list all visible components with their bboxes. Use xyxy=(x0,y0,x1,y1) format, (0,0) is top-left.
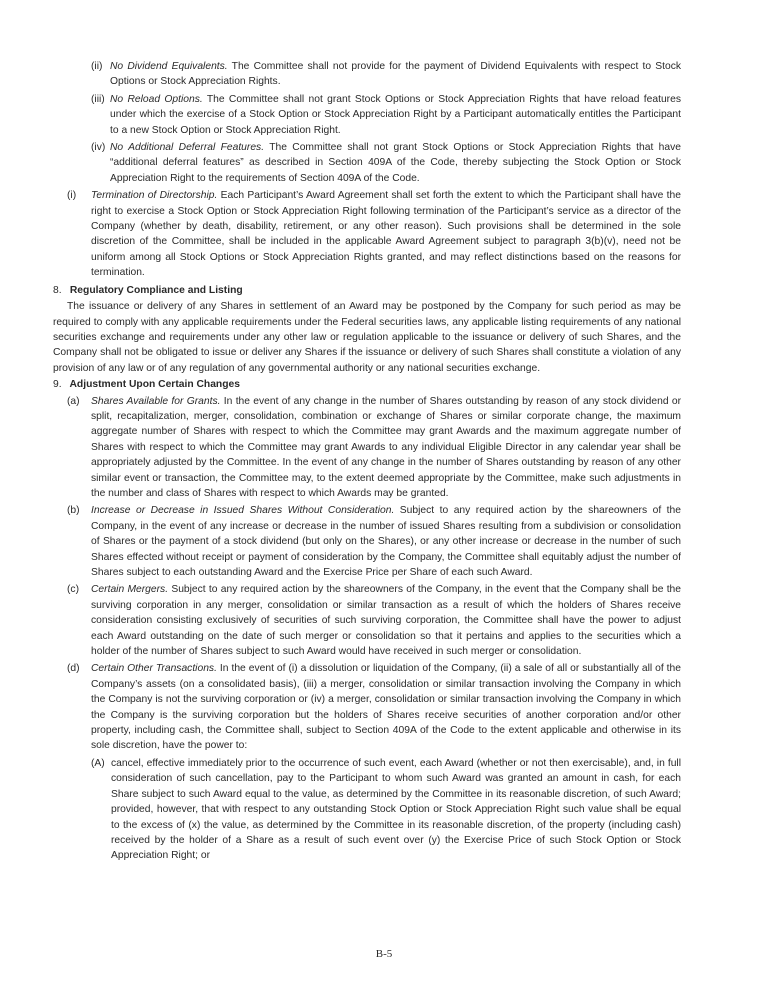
section-8-heading xyxy=(53,283,681,298)
clause-9a xyxy=(67,394,681,502)
clause-text: The Committee shall not grant Stock Options or Stock Appreciation Rights that have reload features under which the exercise of a Stock Option or Stock Appreciation Right by a Participant automatically entitles the Participant to a new Stock Option or Stock Appreciation Right. xyxy=(110,93,681,136)
section-title: Adjustment Upon Certain Changes xyxy=(69,379,240,391)
clause-9d xyxy=(67,661,681,753)
clause-number: (A) xyxy=(91,757,105,769)
clause-iv xyxy=(91,140,681,186)
clause-heading: Termination of Directorship. xyxy=(91,190,218,202)
clause-number: (d) xyxy=(67,663,80,675)
clause-i xyxy=(67,188,681,280)
clause-text: In the event of any change in the number of Shares outstanding by reason of any stock dividend or split, recapitalization, merger, consolidation, combination or exchange of Shares or similar corporate change, the maximum aggregate number of Shares with respect to which the Committee may grant Awards and the maximum aggregate number of Shares with respect to which the Committee may grant Awards to any individual Eligible Director in any calendar year shall be appropriately adjusted by the Committee. In the event of any change in the number of Shares outstanding by reason of any other similar event or transaction, the Committee may, to the extent deemed appropriate by the Committee, make such adjustments in the number and class of Shares with respect to which Awards may be granted. xyxy=(91,395,681,499)
clause-iii xyxy=(91,92,681,138)
clause-heading: No Dividend Equivalents. xyxy=(110,61,228,72)
clause-text: The Committee shall not grant Stock Options or Stock Appreciation Rights that have “additional deferral features” as described in Section 409A of the Code, thereby subjecting the Stock Option or Stock Appreciation Right to the requirements of Section 409A of the Code. xyxy=(110,142,681,184)
clause-number: (i) xyxy=(67,190,77,202)
clause-text: The Committee shall not provide for the payment of Dividend Equivalents with respect to Stock Options or Stock Appreciation Rights. xyxy=(110,61,681,88)
clause-number: (iii) xyxy=(91,93,105,105)
clause-heading: Certain Mergers. xyxy=(91,584,169,596)
clause-number: (a) xyxy=(67,395,80,407)
clause-heading: Increase or Decrease in Issued Shares Without Consideration. xyxy=(91,505,395,517)
section-number: 8. xyxy=(53,284,62,296)
clause-9b xyxy=(67,503,681,580)
clause-number: (c) xyxy=(67,584,80,596)
clause-heading: Shares Available for Grants. xyxy=(91,395,221,407)
section-title: Regulatory Compliance and Listing xyxy=(69,284,243,296)
section-9-heading xyxy=(53,377,681,392)
clause-number: (ii) xyxy=(91,61,103,72)
clause-9d-A xyxy=(91,756,681,864)
page-number: B-5 xyxy=(375,948,393,960)
clause-number: (iv) xyxy=(91,142,106,154)
clause-heading: No Additional Deferral Features. xyxy=(110,142,265,154)
clause-text: In the event of (i) a dissolution or liquidation of the Company, (ii) a sale of all or substantially all of the Company’s assets (on a consolidated basis), (iii) a merger, consolidation or similar transaction involving the Company in which the Company is not the surviving corporation or (iv) a merger, consolidation or similar transaction involving the Company in which the Company is the surviving corporation but the holders of Shares receive securities of another corporation and/or other property, including cash, the Committee shall, subject to Section 409A of the Code to the extent applicable and otherwise in its sole discretion, have the power to: xyxy=(91,663,681,752)
clause-text: cancel, effective immediately prior to the occurrence of such event, each Award (whether or not then exercisable), and, in full consideration of such cancellation, pay to the Participant to whom such Award was granted an amount in cash, for each Share subject to such Award equal to the value, as determined by the Committee in its reasonable discretion, of such Award; provided, however, that with respect to any outstanding Stock Option or Stock Appreciation Right such value shall be equal to the excess of (x) the value, as determined by the Committee in its reasonable discretion, of the property (including cash) received by the holder of a Share as a result of such event over (y) the Exercise Price of such Stock Option or Stock Appreciation Right; or xyxy=(111,757,681,862)
clause-text: Subject to any required action by the shareowners of the Company, in the event that the Company shall be the surviving corporation in any merger, consolidation or similar transaction as a result of which the holders of Shares receive consideration consisting exclusively of securities of such surviving corporation, the Committee shall have the power to adjust each Award outstanding on the date of such merger or consolidation so that it pertains and applies to the securities which a holder of the number of Shares subject to such Award would have received in such merger or consolidation. xyxy=(91,584,682,658)
clause-9c xyxy=(67,582,681,659)
clause-heading: No Reload Options. xyxy=(110,93,203,105)
clause-heading: Certain Other Transactions. xyxy=(91,663,217,675)
clause-ii xyxy=(91,59,681,90)
clause-text: Each Participant’s Award Agreement shall set forth the extent to which the Participant shall have the right to exercise a Stock Option or Stock Appreciation Right following termination of the Participant’s service as a director of the Company (whether by death, disability, retirement, or any other reason). Such provisions shall be determined in the sole discretion of the Committee, shall be included in the applicable Award Agreement subject to paragraph 3(b)(v), need not be uniform among all Stock Options or Stock Appreciation Rights granted, and may reflect distinctions based on the reasons for termination. xyxy=(91,190,681,279)
document-body xyxy=(53,59,681,866)
clause-text: Subject to any required action by the shareowners of the Company, in the event of any increase or decrease in the number of issued Shares resulting from a subdivision or consolidation of Shares or the payment of a stock dividend (but only on the Shares), or any other increase or decrease in the number of such Shares effected without receipt or payment of consideration by the Company, the Committee shall equitably adjust the number of Shares subject to each outstanding Award and the Exercise Price per Share of each such Award. xyxy=(91,505,681,578)
section-number: 9. xyxy=(53,379,62,391)
clause-number: (b) xyxy=(67,505,80,517)
section-8-paragraph: The issuance or delivery of any Shares in settlement of an Award may be postponed by the Company for such period as may be required to comply with any applicable requirements under the Federal securities laws, any applicable listing requirements of any national securities exchange and requirements under any other law or regulation applicable to the issuance or delivery of such Shares, and the Company shall not be obligated to issue or deliver any Shares if the issuance or delivery of such Shares shall constitute a violation of any provision of any law or of any regulation of any governmental authority or any national securities exchange. xyxy=(53,301,681,374)
